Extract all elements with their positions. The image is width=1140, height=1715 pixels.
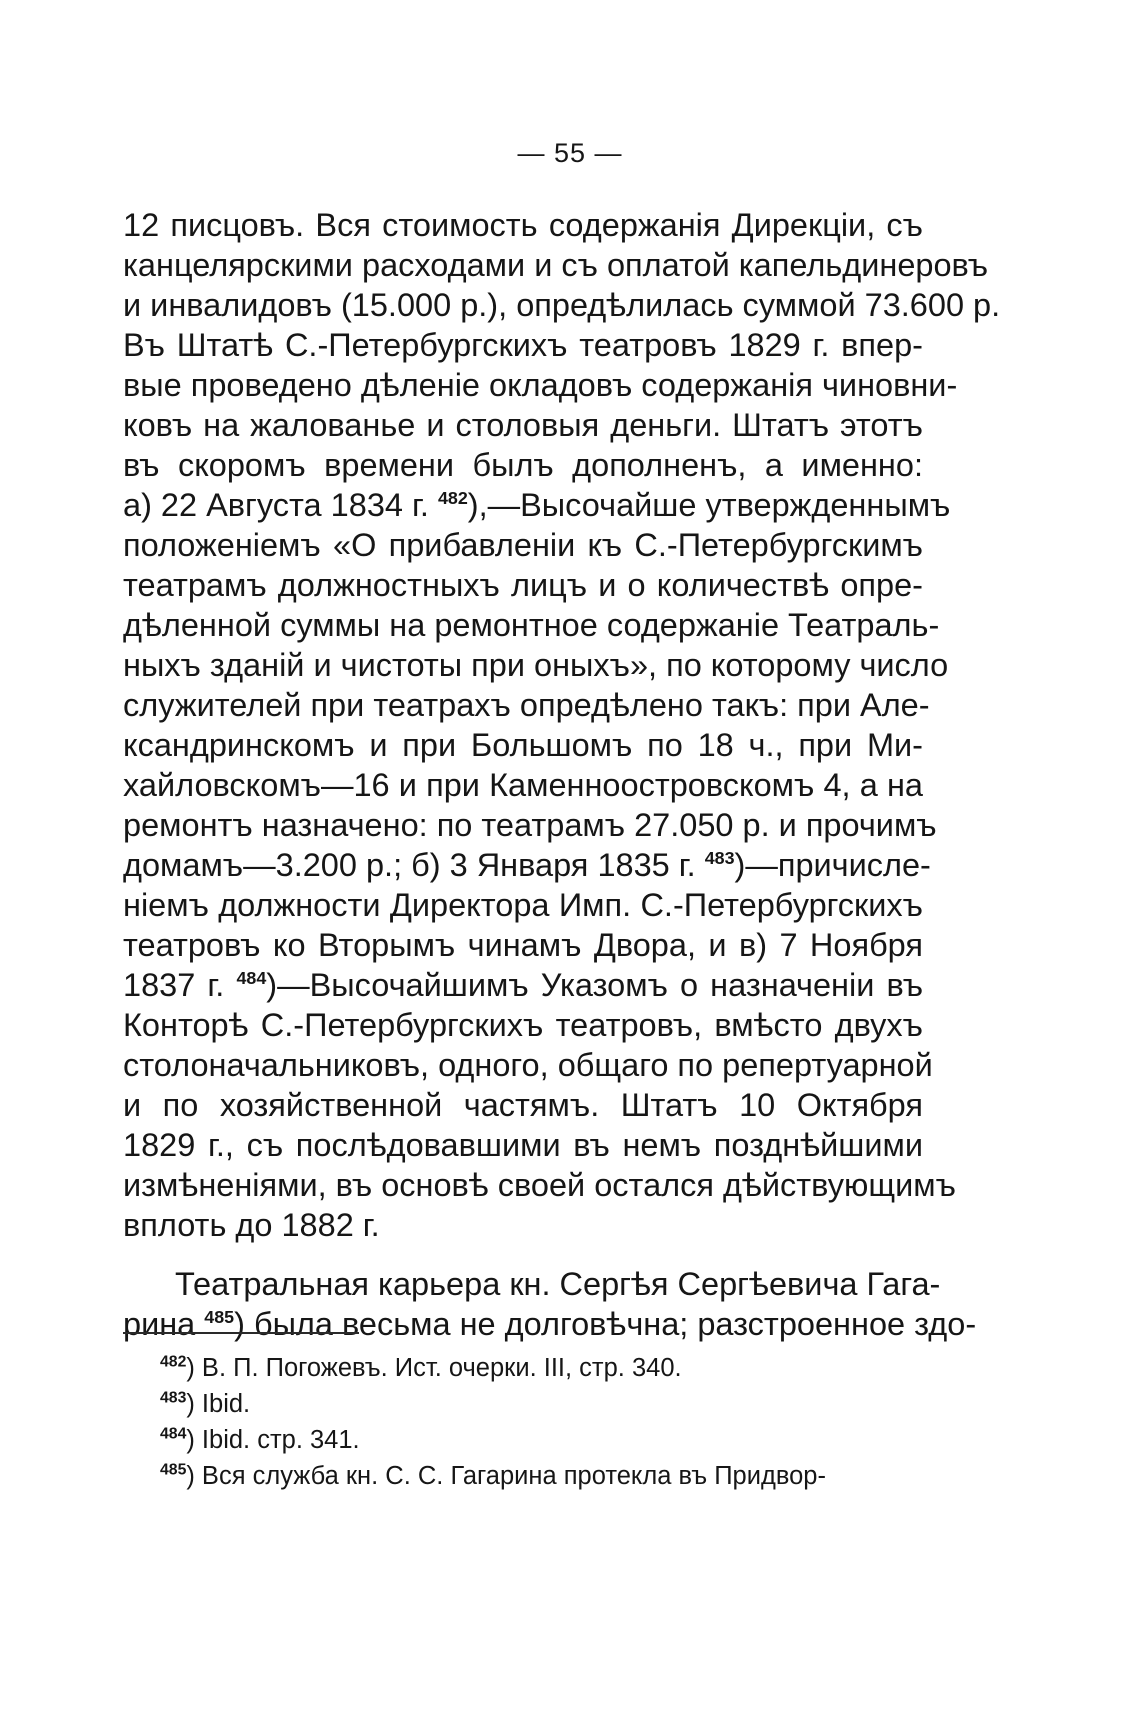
text-line: ніемъ должности Директора Имп. С.-Петербургскихъ (123, 887, 923, 923)
page-number: — 55 — (517, 138, 623, 168)
text-line: и по хозяйственной частямъ. Штатъ 10 Октября (123, 1087, 923, 1123)
text-line: ныхъ зданій и чистоты при оныхъ», по которому число (123, 647, 949, 683)
text-line: театрамъ должностныхъ лицъ и о количествѣ опре- (123, 567, 923, 603)
footnotes (160, 1350, 920, 1494)
text-line: Въ Штатѣ С.-Петербургскихъ театровъ 1829 г. впер- (123, 327, 923, 363)
text-line: и инвалидовъ (15.000 р.), опредѣлилась суммой 73.600 р. (123, 287, 1001, 323)
text-line: 12 писцовъ. Вся стоимость содержанія Дирекціи, съ (123, 207, 923, 243)
text-line: театровъ ко Вторымъ чинамъ Двора, и в) 7 Ноября (123, 927, 923, 963)
text-line: положеніемъ «О прибавленіи къ С.-Петербургскимъ (123, 527, 923, 563)
footnote: $^{485}$) Вся служба кн. С. С. Гагарина протекла въ Придвор- (160, 1461, 826, 1490)
text-line: дѣленной суммы на ремонтное содержаніе Театраль- (123, 607, 940, 643)
text-line: ксандринскомъ и при Большомъ по 18 ч., при Ми- (123, 727, 923, 763)
text-line: служителей при театрахъ опредѣлено такъ: при Але- (123, 687, 930, 723)
text-line: вплоть до 1882 г. (123, 1207, 380, 1243)
footnote: $^{483}$) Ibid. (160, 1389, 251, 1418)
text-line: 1837 г. $^{484}$)—Высочайшимъ Указомъ о назначеніи въ (123, 967, 924, 1003)
text-line: ковъ на жалованье и столовыя деньги. Штатъ этотъ (123, 407, 923, 443)
footnote-ref: 482 (437, 488, 468, 509)
footnote-ref: 483 (704, 848, 735, 869)
text-line: столоначальниковъ, одного, общаго по репертуарной (123, 1047, 933, 1083)
text-line: ремонтъ назначено: по театрамъ 27.050 р. и прочимъ (123, 807, 937, 843)
text-line: хайловскомъ—16 и при Каменноостровскомъ 4, а на (123, 767, 923, 803)
text-line: канцелярскими расходами и съ оплатой капельдинеровъ (123, 247, 989, 283)
text-line: Конторѣ С.-Петербургскихъ театровъ, вмѣсто двухъ (123, 1007, 923, 1043)
footnote-ref: 485 (204, 1307, 235, 1328)
text-line: домамъ—3.200 р.; б) 3 Января 1835 г. $^{483}$)—причисле- (123, 847, 931, 883)
text-line: вые проведено дѣленіе окладовъ содержанія чиновни- (123, 367, 958, 403)
footnote: $^{482}$) В. П. Погожевъ. Ист. очерки. III, стр. 340. (160, 1353, 682, 1382)
text-line: въ скоромъ времени былъ дополненъ, а именно: (123, 447, 923, 483)
footnote-ref: 484 (236, 968, 267, 989)
main-text (123, 205, 1001, 1344)
text-line: измѣненіями, въ основѣ своей остался дѣйствующимъ (123, 1167, 956, 1203)
text-line: а) 22 Августа 1834 г. $^{482}$),—Высочайше утвержденнымъ (123, 487, 951, 523)
footnote-divider (123, 1332, 359, 1334)
footnote: $^{484}$) Ibid. стр. 341. (160, 1425, 360, 1454)
text-line: Театральная карьера кн. Сергѣя Сергѣевича Гага- (175, 1266, 941, 1302)
text-line: 1829 г., съ послѣдовавшими въ немъ позднѣйшими (123, 1127, 923, 1163)
text-line: рина $^{485}$) была весьма не долговѣчна; разстроенное здо- (123, 1306, 977, 1342)
